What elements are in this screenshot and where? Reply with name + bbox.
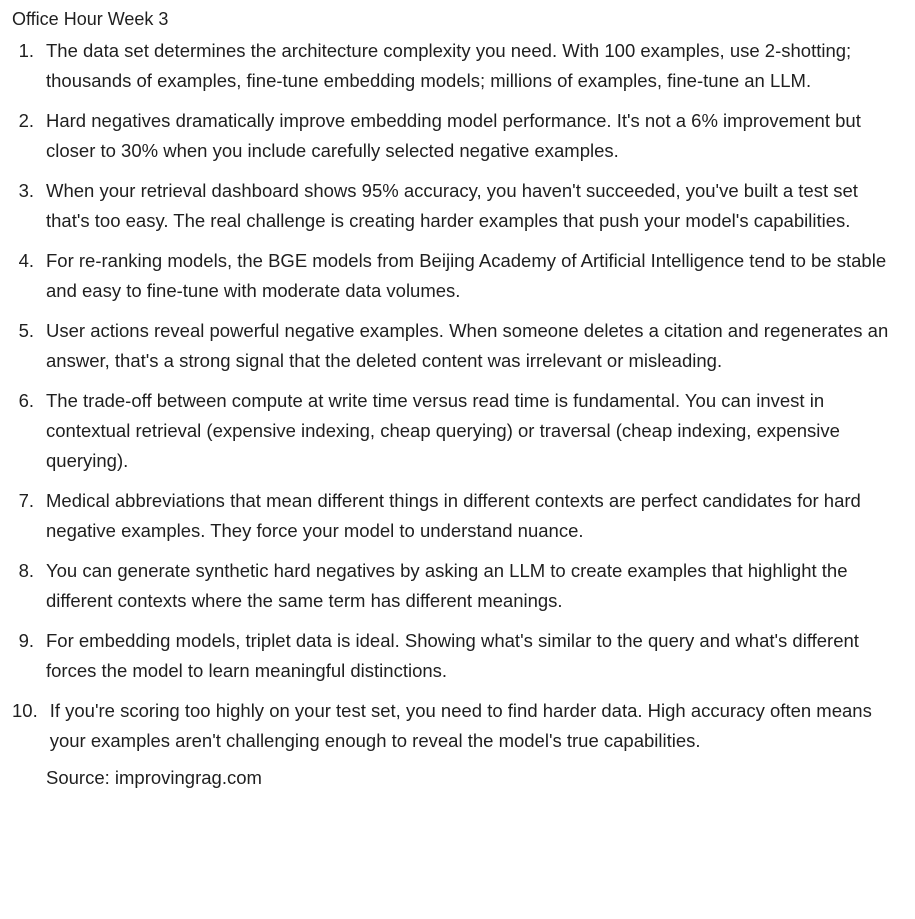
list-item-text: The data set determines the architecture complexity you need. With 100 examples, use 2-shotting; thousands of examples, fine-tune embedding models; millions of examples, fine-tune an LLM. [46, 40, 852, 91]
source-line: Source: improvingrag.com [46, 767, 262, 788]
list-item-text: For embedding models, triplet data is ideal. Showing what's similar to the query and what's different forces the model to learn meaningful distinctions. [46, 630, 859, 681]
list-item-number: 9. [18, 630, 34, 651]
list-item-text: Medical abbreviations that mean different things in different contexts are perfect candidates for hard negative examples. They force your model to understand nuance. [46, 490, 861, 541]
list-item [12, 176, 905, 236]
list-item [12, 36, 905, 96]
list-item-number: 2. [18, 110, 34, 131]
list-item [12, 486, 905, 546]
list-item-text: User actions reveal powerful negative examples. When someone deletes a citation and regenerates an answer, that's a strong signal that the deleted content was irrelevant or misleading. [46, 320, 889, 371]
page-title: Office Hour Week 3 [12, 9, 169, 29]
list-item [12, 626, 905, 686]
list-item-number: 10. [12, 700, 38, 721]
list-item [12, 386, 905, 476]
list-item-text: You can generate synthetic hard negatives by asking an LLM to create examples that highlight the different contexts where the same term has different meanings. [46, 560, 848, 611]
list-item-number: 1. [18, 40, 34, 61]
list-item-text: Hard negatives dramatically improve embedding model performance. It's not a 6% improvement but closer to 30% when you include carefully selected negative examples. [46, 110, 861, 161]
list-item-number: 5. [18, 320, 34, 341]
list-item-number: 7. [18, 490, 34, 511]
list-item-text: For re-ranking models, the BGE models from Beijing Academy of Artificial Intelligence tend to be stable and easy to fine-tune with moderate data volumes. [46, 250, 887, 301]
list-item [12, 556, 905, 616]
list-item [12, 246, 905, 306]
list-item [12, 106, 905, 166]
list-item-number: 3. [18, 180, 34, 201]
list-item-number: 4. [18, 250, 34, 271]
list-item-number: 6. [18, 390, 34, 411]
list-item [12, 316, 905, 376]
list-item-text: If you're scoring too highly on your test set, you need to find harder data. High accuracy often means your examples aren't challenging enough to reveal the model's true capabilities. [49, 700, 872, 751]
list-item-number: 8. [18, 560, 34, 581]
list-item-text: The trade-off between compute at write time versus read time is fundamental. You can invest in contextual retrieval (expensive indexing, cheap querying) or traversal (cheap indexing, expensive querying). [46, 390, 840, 471]
numbered-list [12, 36, 905, 756]
list-item [12, 696, 905, 756]
list-item-text: When your retrieval dashboard shows 95% accuracy, you haven't succeeded, you've built a test set that's too easy. The real challenge is creating harder examples that push your model's capabilities. [46, 180, 858, 231]
